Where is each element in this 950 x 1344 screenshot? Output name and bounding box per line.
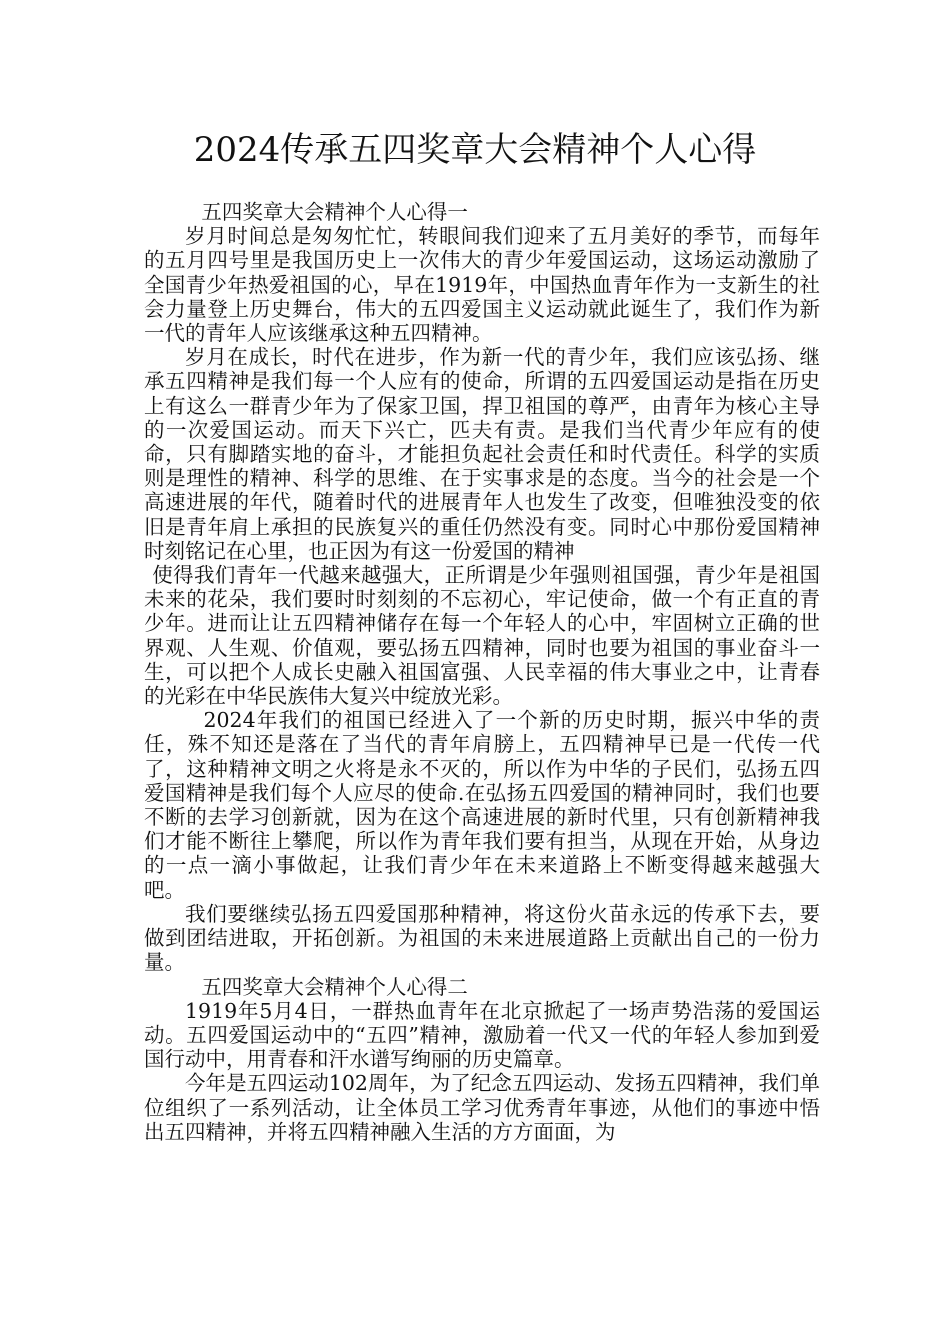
document-body <box>144 200 820 1144</box>
paragraph-7: 今年是五四运动102周年，为了纪念五四运动、发扬五四精神，我们单位组织了一系列活动，让全体员工学习优秀青年事迹，从他们的事迹中悟出五四精神，并将五四精神融入生活的方方面面，为 <box>144 1071 820 1144</box>
section-heading-1: 五四奖章大会精神个人心得一 <box>201 200 468 224</box>
section-heading-2: 五四奖章大会精神个人心得二 <box>201 974 468 999</box>
paragraph-4: 2024年我们的祖国已经进入了一个新的历史时期，振兴中华的责任，殊不知还是落在了当代的青年肩膀上，五四精神早已是一代传一代了，这种精神文明之火将是永不灭的，所以作为中华的子民们，弘扬五四爱国精神是我们每个人应尽的使命.在弘扬五四爱国的精神同时，我们也要不断的去学习创新就，因为在这个高速进展的新时代里，只有创新精神我们才能不断往上攀爬，所以作为青年我们要有担当，从现在开始，从身边的一点一滴小事做起，让我们青少年在未来道路上不断变得越来越强大吧。 <box>144 708 820 902</box>
paragraph-3: 使得我们青年一代越来越强大，正所谓是少年强则祖国强，青少年是祖国未来的花朵，我们要时时刻刻的不忘初心，牢记使命，做一个有正直的青少年。进而让让五四精神储存在每一个年轻人的心中，牢固树立正确的世界观、人生观、价值观，要弘扬五四精神，同时也要为祖国的事业奋斗一生，可以把个人成长史融入祖国富强、人民幸福的伟大事业之中，让青春的光彩在中华民族伟大复兴中绽放光彩。 <box>144 563 820 709</box>
paragraph-5: 我们要继续弘扬五四爱国那种精神，将这份火苗永远的传承下去，要做到团结进取，开拓创新。为祖国的未来进展道路上贡献出自己的一份力量。 <box>144 901 820 975</box>
document-title: 2024传承五四奖章大会精神个人心得 <box>193 130 757 170</box>
paragraph-6: 1919年5月4日，一群热血青年在北京掀起了一场声势浩荡的爱国运动。五四爱国运动中的“五四”精神，激励着一代又一代的年轻人参加到爱国行动中，用青春和汗水谱写绚丽的历史篇章。 <box>144 998 820 1072</box>
paragraph-2: 岁月在成长，时代在进步，作为新一代的青少年，我们应该弘扬、继承五四精神是我们每一个人应有的使命，所谓的五四爱国运动是指在历史上有这么一群青少年为了保家卫国，捍卫祖国的尊严，由青年为核心主导的一次爱国运动。而天下兴亡，匹夫有责。是我们当代青少年应有的使命，只有脚踏实地的奋斗，才能担负起社会责任和时代责任。科学的实质则是理性的精神、科学的思维、在于实事求是的态度。当今的社会是一个高速进展的年代，随着时代的进展青年人也发生了改变，但唯独没变的依旧是青年肩上承担的民族复兴的重任仍然没有变。同时心中那份爱国精神时刻铭记在心里，也正因为有这一份爱国的精神 <box>144 345 820 563</box>
paragraph-1: 岁月时间总是匆匆忙忙，转眼间我们迎来了五月美好的季节，而每年的五月四号里是我国历史上一次伟大的青少年爱国运动，这场运动激励了全国青少年热爱祖国的心，早在1919年，中国热血青年作为一支新生的社会力量登上历史舞台，伟大的五四爱国主义运动就此诞生了，我们作为新一代的青年人应该继承这种五四精神。 <box>144 224 820 346</box>
